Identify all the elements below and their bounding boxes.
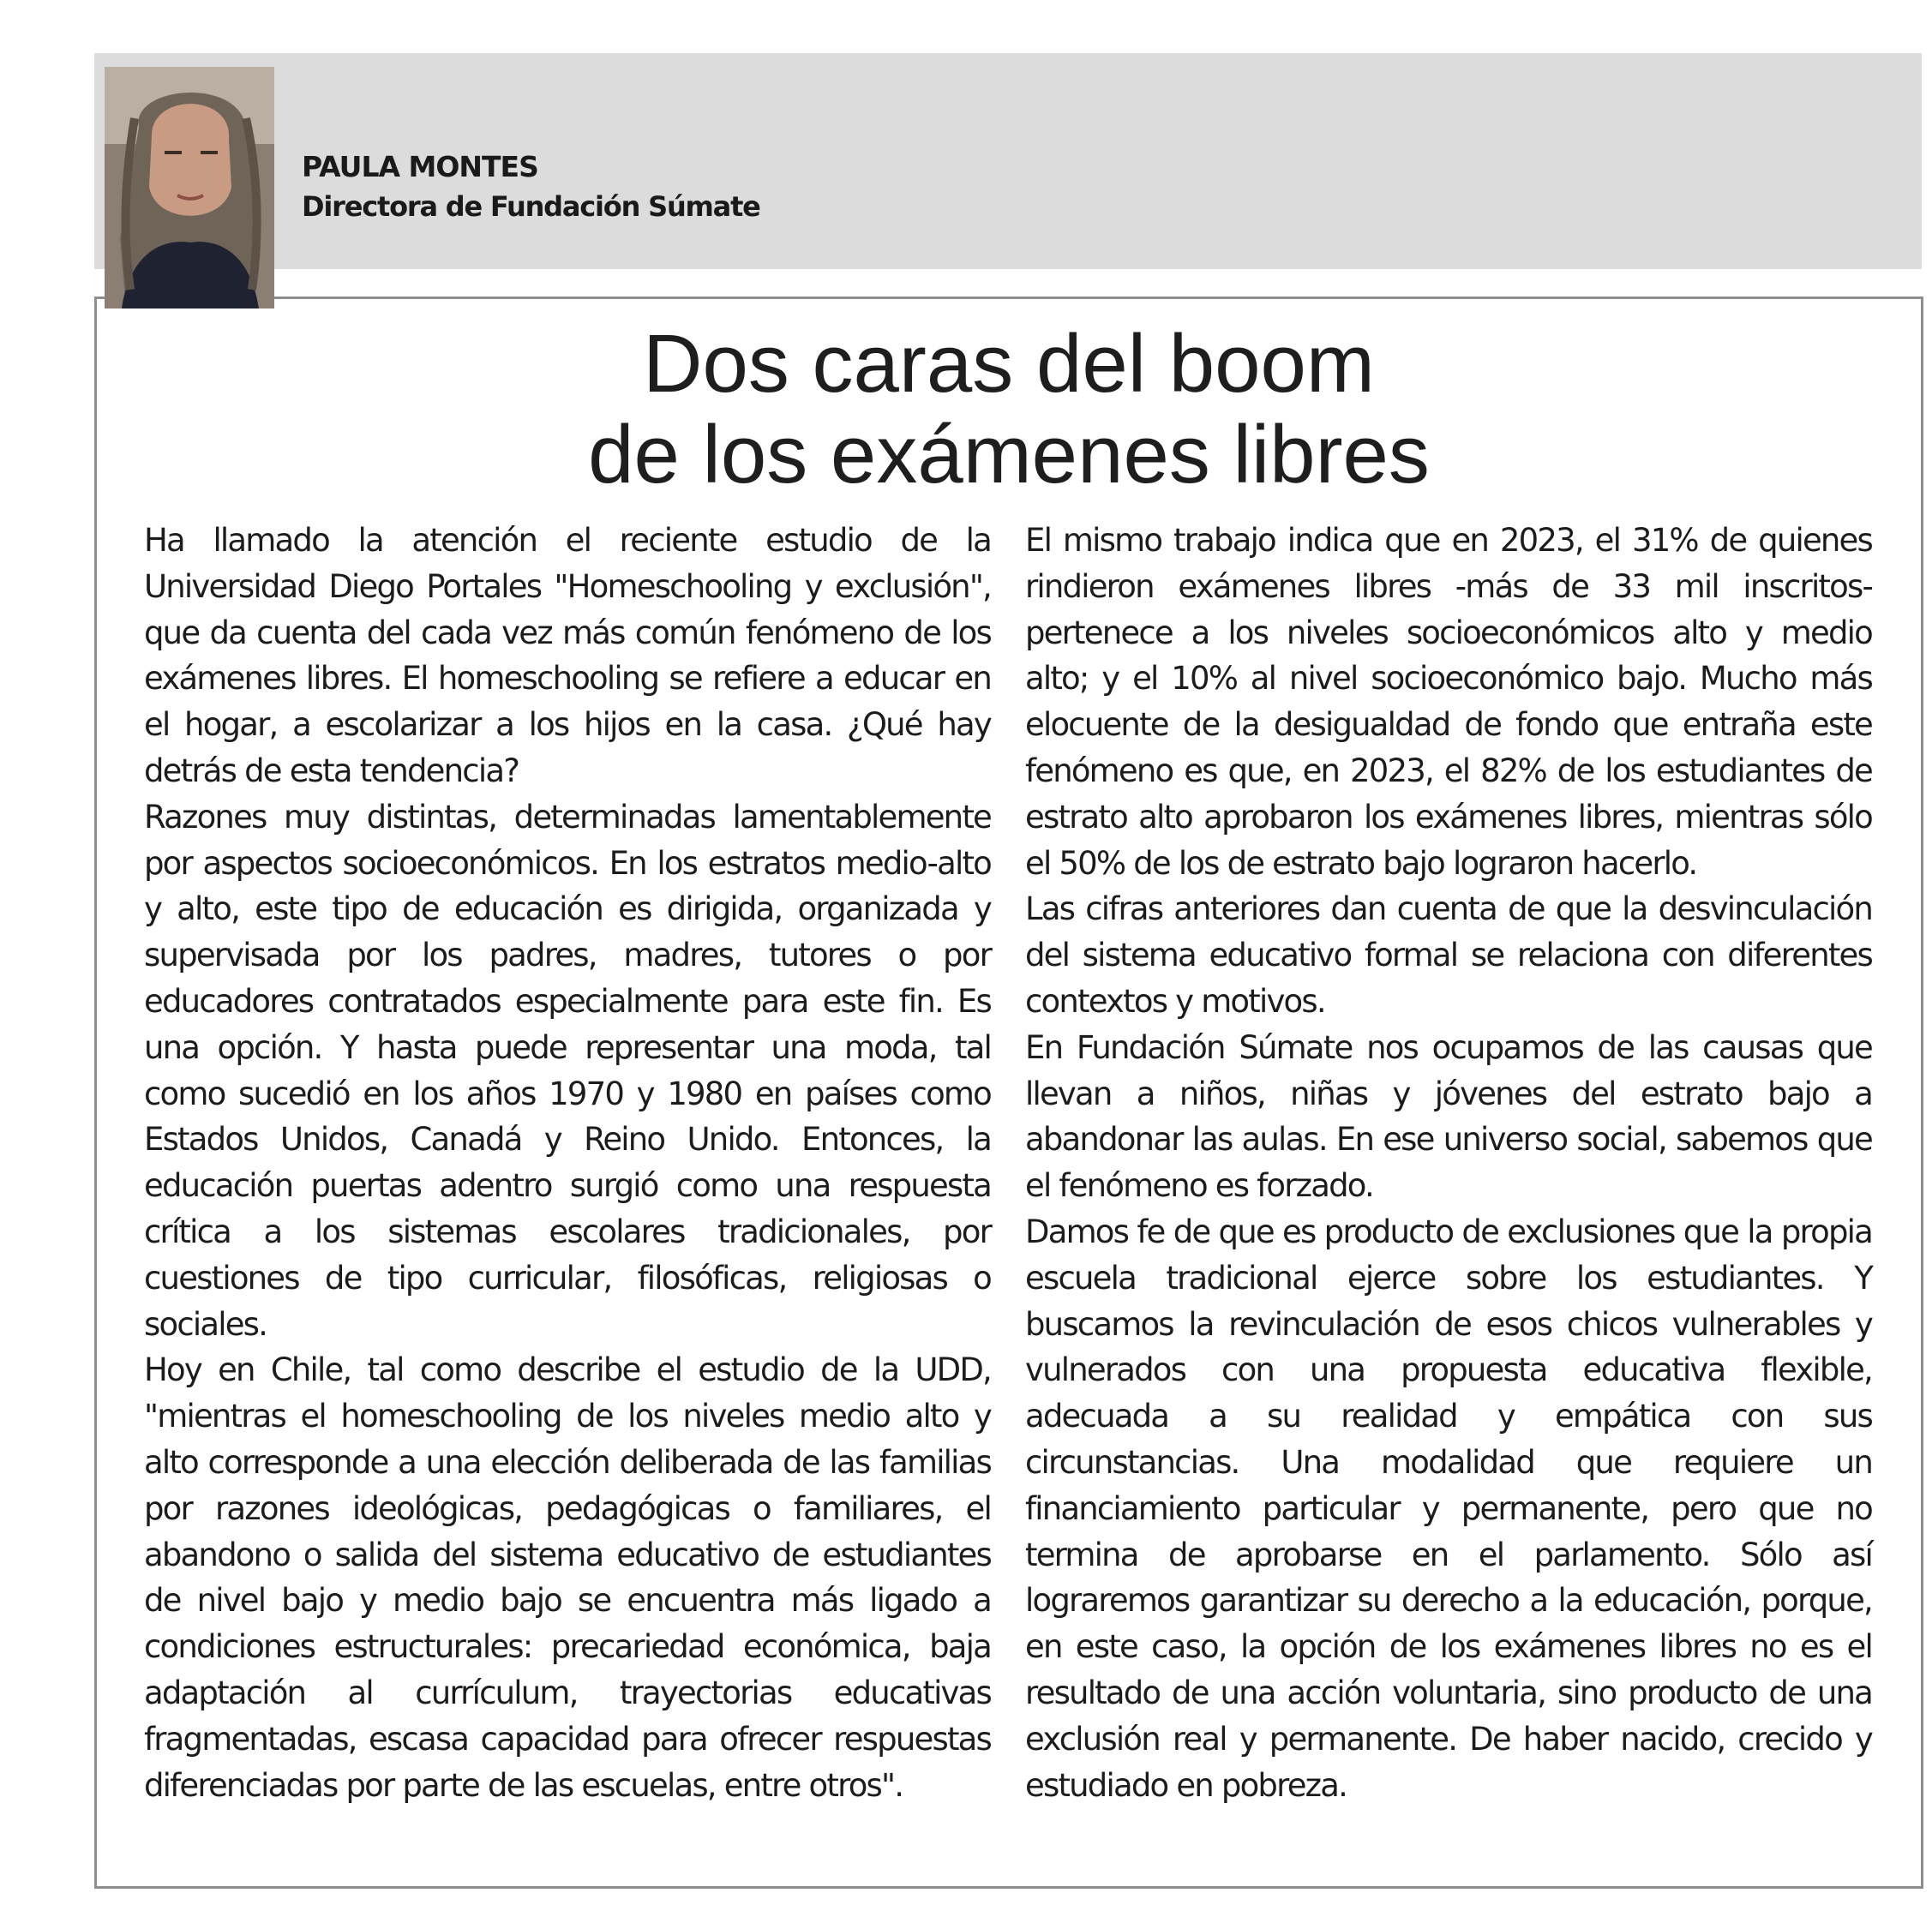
author-role: Directora de Fundación Súmate	[302, 190, 760, 223]
article-paragraph: Ha llamado la atención el reciente estudio de la Universidad Diego Portales "Homeschooling y exclusión", que da cuenta del cada vez más común fenómeno de los exámenes libres. El homeschooling se refiere a educar en el hogar, a escolarizar a los hijos en la casa. ¿Qué hay detrás de esta tendencia?	[144, 522, 991, 789]
headline-line-1: Dos caras del boom	[643, 318, 1375, 410]
author-name: PAULA MONTES	[302, 150, 538, 183]
author-photo	[105, 67, 274, 309]
article-paragraph: Las cifras anteriores dan cuenta de que la desvinculación del sistema educativo formal se relaciona con diferentes contextos y motivos.	[1025, 890, 1872, 1020]
article-column-left	[144, 518, 991, 1808]
headline-line-2: de los exámenes libres	[588, 409, 1430, 500]
article-paragraph: Damos fe de que es producto de exclusiones que la propia escuela tradicional ejerce sobre los estudiantes. Y buscamos la revinculación de esos chicos vulnerables y vulnerados con una propuesta educativa flexible, adecuada a su realidad y empática con sus circunstancias. Una modalidad que requiere un financiamiento particular y permanente, pero que no termina de aprobarse en el parlamento. Sólo así lograremos garantizar su derecho a la educación, porque, en este caso, la opción de los exámenes libres no es el resultado de una acción voluntaria, sino producto de una exclusión real y permanente. De haber nacido, crecido y estudiado en pobreza.	[1025, 1213, 1872, 1804]
article-column-right	[1025, 518, 1872, 1808]
article-paragraph: Razones muy distintas, determinadas lamentablemente por aspectos socioeconómicos. En los estratos medio-alto y alto, este tipo de educación es dirigida, organizada y supervisada por los padres, madres, tutores o por educadores contratados especialmente para este fin. Es una opción. Y hasta puede representar una moda, tal como sucedió en los años 1970 y 1980 en países como Estados Unidos, Canadá y Reino Unido. Entonces, la educación puertas adentro surgió como una respuesta crítica a los sistemas escolares tradicionales, por cuestiones de tipo curricular, filosóficas, religiosas o sociales.	[144, 798, 991, 1343]
article-paragraph: Hoy en Chile, tal como describe el estudio de la UDD, "mientras el homeschooling de los niveles medio alto y alto corresponde a una elección deliberada de las familias por razones ideológicas, pedagógicas o familiares, el abandono o salida del sistema educativo de estudiantes de nivel bajo y medio bajo se encuentra más ligado a condiciones estructurales: precariedad económica, baja adaptación al currículum, trayectorias educativas fragmentadas, escasa capacidad para ofrecer respuestas diferenciadas por parte de las escuelas, entre otros".	[144, 1351, 991, 1804]
article-headline	[94, 319, 1923, 500]
author-portrait-image	[105, 67, 274, 309]
article-paragraph: En Fundación Súmate nos ocupamos de las causas que llevan a niños, niñas y jóvenes del estrato bajo a abandonar las aulas. En ese universo social, sabemos que el fenómeno es forzado.	[1025, 1028, 1872, 1205]
byline	[302, 147, 760, 226]
article-paragraph: El mismo trabajo indica que en 2023, el 31% de quienes rindieron exámenes libres -más de 33 mil inscritos- pertenece a los niveles socioeconómicos alto y medio alto; y el 10% al nivel socioeconómico bajo. Mucho más elocuente de la desigualdad de fondo que entraña este fenómeno es que, en 2023, el 82% de los estudiantes de estrato alto aprobaron los exámenes libres, mientras sólo el 50% de los de estrato bajo lograron hacerlo.	[1025, 522, 1872, 882]
